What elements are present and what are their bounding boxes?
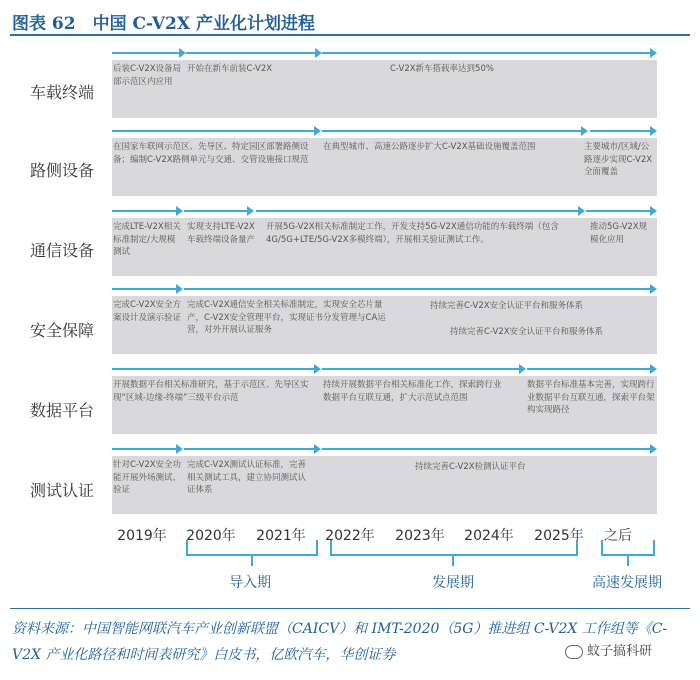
row1-arrow-3	[322, 52, 653, 54]
row2-arrow-3	[590, 130, 653, 132]
phase-bracket-tick	[627, 556, 629, 566]
row4-arrow-1	[112, 288, 179, 290]
row-label-security: 安全保障	[30, 321, 95, 340]
row6-arrow-1	[112, 448, 179, 450]
row-label-vehicle-terminal: 车载终端	[30, 83, 95, 102]
row5-cell-3: 数据平台标准基本完善，实现跨行业数据平台互联互通，探索平台架构实现路径	[527, 380, 655, 415]
row4-cell-3: 持续完善C-V2X安全认证平台和服务体系	[430, 301, 584, 311]
phase-label-development: 发展期	[432, 575, 474, 591]
row2-cell-2: 在典型城市、高速公路逐步扩大C-V2X基础设施覆盖范围	[323, 142, 536, 152]
row4-cell-2: 完成C-V2X通信安全相关标准制定，实现安全芯片量产，C-V2X安全管理平台，实现证书分发管理与CA运营，对外开展认证服务	[187, 300, 386, 335]
row6-cell-2: 完成C-V2X测试认证标准，完善相关测试工具，建立协同测试认证体系	[187, 460, 307, 495]
row-label-data-platform: 数据平台	[30, 401, 95, 420]
source-note: 资料来源：中国智能网联汽车产业创新联盟（CAICV）和 IMT-2020（5G）推进组 C-V2X 工作组等《C-V2X 产业化路径和时间表研究》白皮书，亿欧汽车，华创证券	[12, 621, 668, 663]
phase-bracket-development	[330, 540, 578, 556]
year-label: 2019年	[117, 528, 167, 544]
row6-arrow-3	[322, 448, 653, 450]
row3-arrow-2	[184, 210, 250, 212]
row-label-testing-certification: 测试认证	[30, 481, 95, 500]
row5-arrow-2	[322, 368, 522, 370]
row-label-communication-equipment: 通信设备	[30, 241, 95, 260]
row1-arrow-1	[112, 52, 182, 54]
year-label: 2023年	[395, 528, 445, 544]
row5-arrow-1	[112, 368, 317, 370]
row4-arrow-2	[184, 288, 653, 290]
row3-cell-3: 开展5G-V2X相关标准制定工作，开发支持5G-V2X通信功能的车载终端（包含4G/5G+LTE/5G-V2X多模终端），开展相关验证测试工作。	[266, 222, 559, 245]
row3-arrow-4	[586, 210, 653, 212]
phase-bracket-introduction	[186, 540, 318, 556]
row2-cell-3: 主要城市/区域/公路逐步实现C-V2X全面覆盖	[584, 142, 653, 177]
row-label-roadside-equipment: 路侧设备	[30, 161, 95, 180]
phase-bracket-tick	[452, 556, 454, 566]
row2-arrow-2	[322, 130, 584, 132]
row5-cell-1: 开展数据平台相关标准研究，基于示范区、先导区实现“区域-边缘-终端”三级平台示范	[113, 380, 309, 403]
row3-cell-1: 完成LTE-V2X相关标准制定/大规模测试	[113, 222, 181, 257]
year-label: 之后	[604, 528, 632, 544]
figure-header	[10, 6, 690, 36]
phase-bracket-rapid-development	[601, 540, 655, 556]
row4-cell-1: 完成C-V2X安全方案设计及演示验证	[113, 300, 182, 323]
row2-cell-1: 在国家车联网示范区、先导区、特定园区部署路侧设备；编制C-V2X路侧单元与交通、交管设施接口规范	[113, 142, 309, 165]
row6-arrow-2	[184, 448, 317, 450]
source-divider	[10, 608, 690, 609]
row5-cell-2: 持续开展数据平台相关标准化工作，探索跨行业数据平台互联互通，扩大示范试点范围	[323, 380, 502, 403]
phase-bracket-tick	[251, 556, 253, 566]
phase-label-rapid-development: 高速发展期	[592, 575, 662, 591]
row5-arrow-3	[527, 368, 653, 370]
row1-arrow-2	[186, 52, 318, 54]
row3-arrow-3	[256, 210, 581, 212]
row1-cell-3: C-V2X新车搭载率达到50%	[390, 64, 494, 74]
year-label: 2024年	[464, 528, 514, 544]
year-label: 2025年	[534, 528, 584, 544]
row6-cell-1: 针对C-V2X安全功能开展外场测试、验证	[113, 460, 182, 495]
row3-cell-2: 实现支持LTE-V2X车载终端设备量产	[187, 222, 255, 245]
year-label: 2022年	[325, 528, 375, 544]
year-label: 2021年	[256, 528, 306, 544]
row1-cell-1: 后装C-V2X设备局部示范区内应用	[113, 64, 182, 87]
row1-cell-2: 开始在新车前装C-V2X	[187, 64, 273, 74]
row2-arrow-1	[112, 130, 317, 132]
row6-cell-3: 持续完善C-V2X检测认证平台	[415, 462, 526, 472]
wechat-icon	[565, 645, 583, 659]
year-label: 2020年	[186, 528, 236, 544]
figure-title: 图表 62 中国 C-V2X 产业化计划进程	[12, 14, 315, 34]
row4-cell-4: 持续完善C-V2X安全认证平台和服务体系	[450, 327, 604, 337]
watermark-text: 蚊子搞科研	[587, 644, 653, 659]
row3-arrow-1	[112, 210, 179, 212]
row3-cell-4: 推动5G-V2X规模化应用	[590, 222, 648, 245]
watermark	[565, 640, 652, 659]
phase-label-introduction: 导入期	[229, 575, 271, 591]
